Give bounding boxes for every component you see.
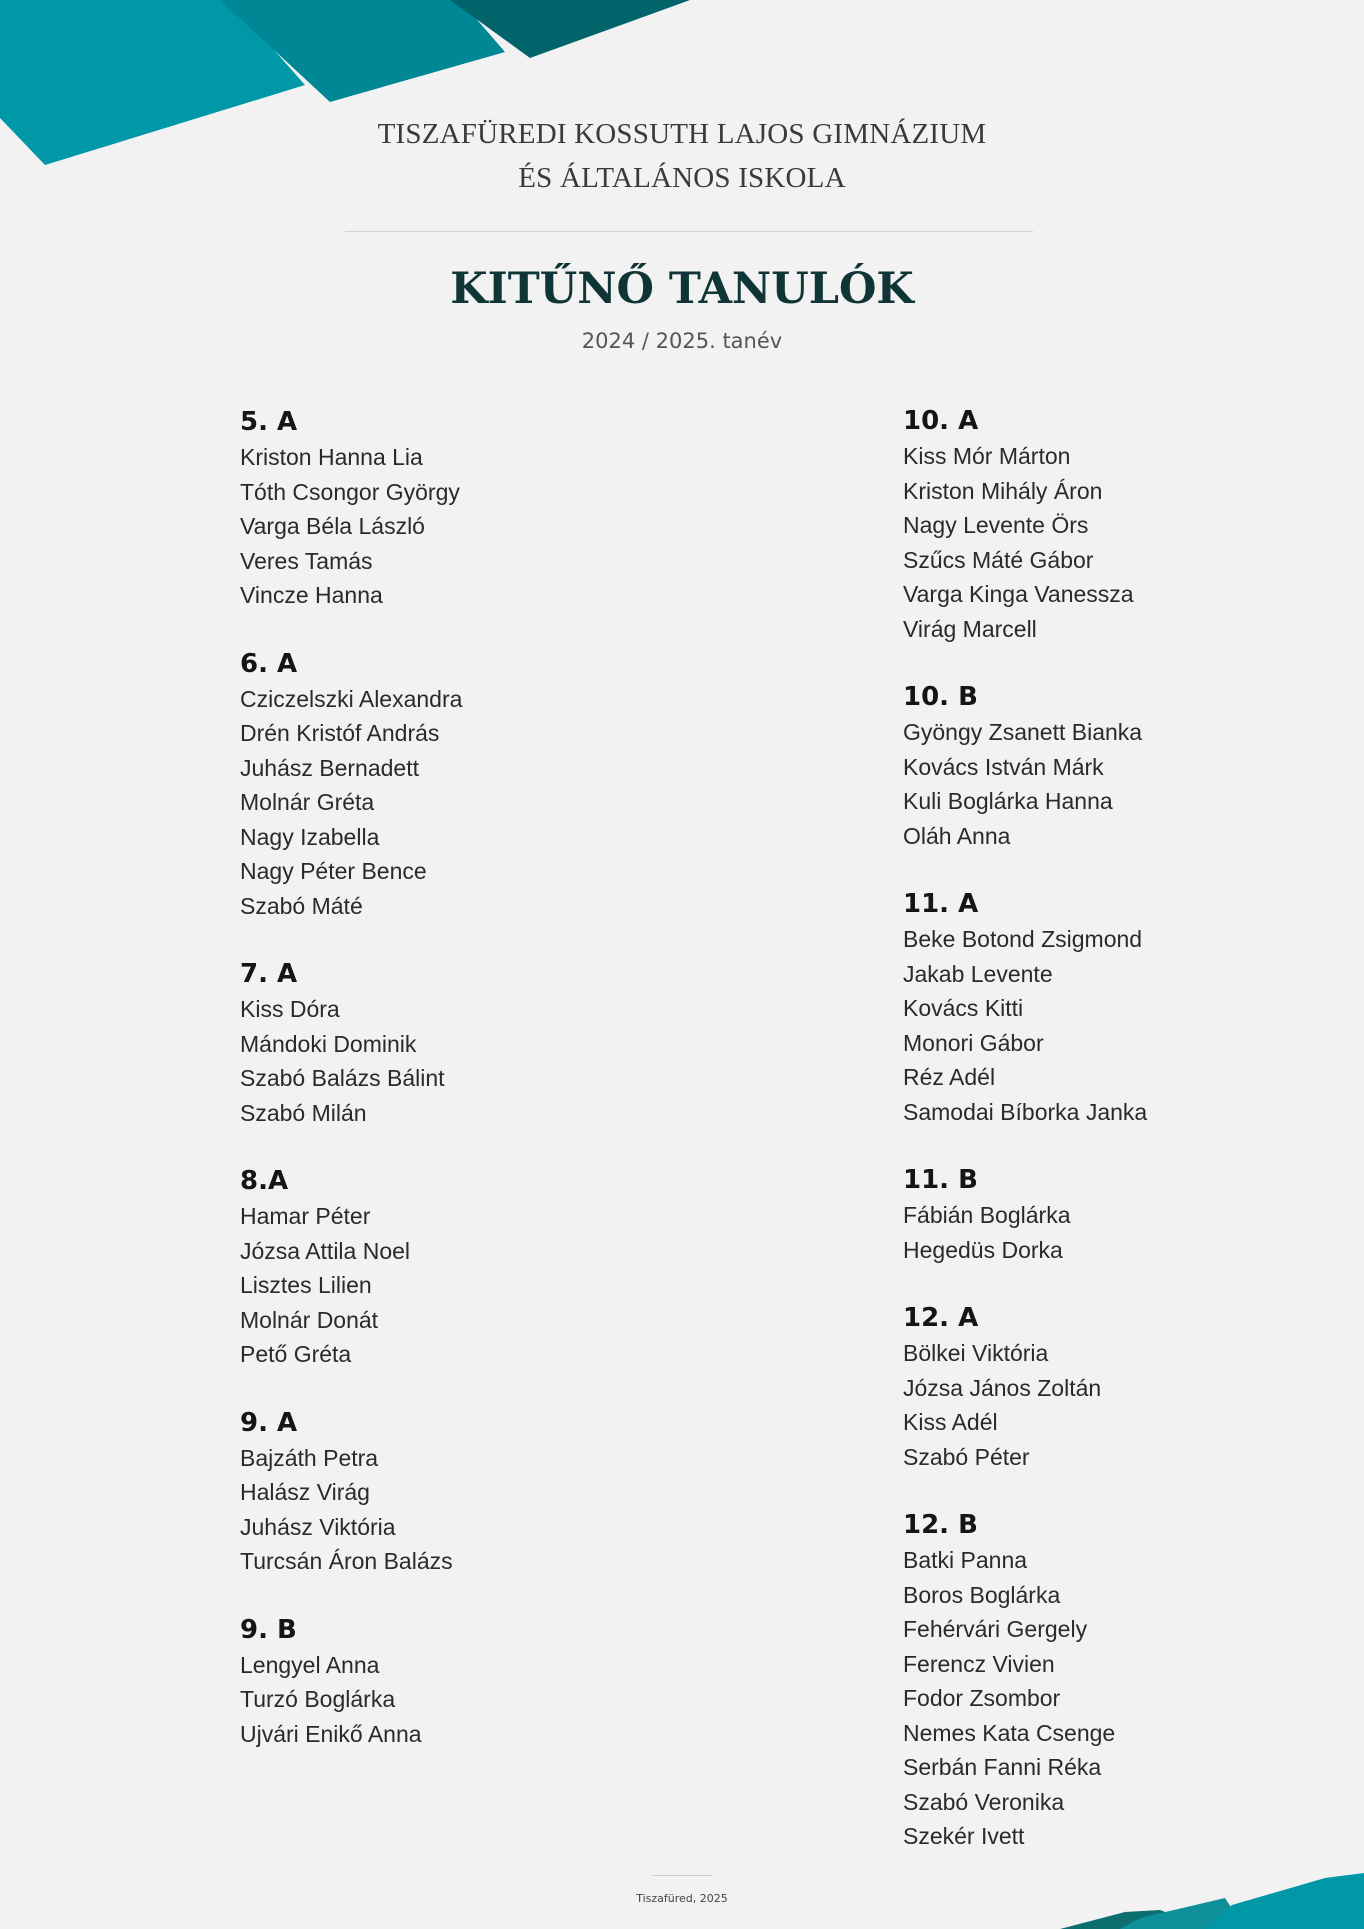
student-name: Jakab Levente: [903, 960, 1053, 987]
student-name: Hegedüs Dorka: [903, 1236, 1063, 1263]
class-title: 12. B: [903, 1510, 978, 1540]
student-name: Turcsán Áron Balázs: [240, 1548, 453, 1574]
class-title: 11. B: [903, 1165, 978, 1195]
student-name: Pető Gréta: [240, 1341, 352, 1367]
class-title: 12. A: [903, 1303, 979, 1333]
student-name: Kuli Boglárka Hanna: [903, 788, 1113, 814]
student-name: Józsa János Zoltán: [903, 1374, 1102, 1401]
student-name: Molnár Gréta: [240, 789, 375, 815]
class-block: [903, 886, 1363, 1129]
student-name: Kiss Dóra: [240, 996, 340, 1022]
class-block: [903, 1507, 1363, 1854]
class-block: [240, 646, 700, 924]
class-title: 6. A: [240, 648, 298, 679]
student-name: Kiss Mór Márton: [903, 443, 1071, 469]
school-name-line1: TISZAFÜREDI KOSSUTH LAJOS GIMNÁZIUM: [377, 118, 987, 150]
class-title: 10. A: [903, 406, 979, 436]
banner-shape-mid: [220, 0, 505, 102]
student-name: Kiss Adél: [903, 1409, 998, 1435]
student-name: Juhász Bernadett: [240, 754, 420, 781]
class-title: 11. A: [903, 889, 979, 919]
bottom-banner-shape-dark: [1060, 1910, 1210, 1929]
student-name: Halász Virág: [240, 1479, 370, 1505]
student-name: Bölkei Viktória: [903, 1340, 1049, 1366]
student-name: Oláh Anna: [903, 822, 1011, 849]
student-name: Bajzáth Petra: [240, 1444, 379, 1471]
class-title: 8.A: [240, 1166, 289, 1196]
student-name: Mándoki Dominik: [240, 1030, 417, 1057]
student-name: Szabó Péter: [903, 1443, 1030, 1470]
student-name: Virág Marcell: [903, 615, 1037, 642]
class-block: [240, 1163, 700, 1372]
class-block: [903, 1162, 1363, 1267]
class-block: [240, 1612, 700, 1752]
student-name: Lisztes Lilien: [240, 1272, 372, 1298]
student-name: Ujvári Enikő Anna: [240, 1720, 422, 1747]
student-name: Varga Béla László: [240, 513, 425, 539]
student-name: Fehérvári Gergely: [903, 1616, 1088, 1642]
class-block: [903, 679, 1363, 853]
class-title: 7. A: [240, 959, 298, 989]
student-name: Szabó Balázs Bálint: [240, 1065, 445, 1091]
student-name: Réz Adél: [903, 1064, 996, 1090]
student-name: Drén Kristóf András: [240, 720, 440, 746]
class-block: [240, 1405, 700, 1579]
student-name: Batki Panna: [903, 1547, 1028, 1573]
banner-shape-dark: [450, 0, 690, 58]
student-name: Ferencz Vivien: [903, 1650, 1055, 1677]
left-column: [240, 404, 700, 1784]
class-title: 10. B: [903, 682, 978, 712]
student-name: Boros Boglárka: [903, 1581, 1061, 1608]
class-title: 9. A: [240, 1407, 298, 1438]
student-name: Szabó Milán: [240, 1099, 367, 1126]
student-name: Józsa Attila Noel: [240, 1237, 411, 1264]
class-block: [240, 404, 700, 613]
student-name: Kovács István Márk: [903, 753, 1104, 780]
student-name: Juhász Viktória: [240, 1513, 396, 1540]
student-name: Szekér Ivett: [903, 1823, 1025, 1849]
student-name: Monori Gábor: [903, 1029, 1044, 1056]
student-name: Nemes Kata Csenge: [903, 1719, 1116, 1746]
class-block: [903, 1300, 1363, 1474]
page-title: KITŰNŐ TANULÓK: [450, 264, 914, 314]
student-name: Nagy Péter Bence: [240, 858, 427, 884]
student-name: Veres Tamás: [240, 547, 373, 574]
student-name: Beke Botond Zsigmond: [903, 926, 1143, 952]
right-column: [903, 403, 1363, 1887]
student-name: Szűcs Máté Gábor: [903, 546, 1094, 573]
student-name: Vincze Hanna: [240, 582, 383, 608]
student-name: Nagy Izabella: [240, 823, 380, 850]
footer-text: Tiszafüred, 2025: [636, 1892, 728, 1905]
student-name: Fábián Boglárka: [903, 1202, 1071, 1228]
student-name: Szabó Máté: [240, 892, 363, 919]
student-name: Fodor Zsombor: [903, 1685, 1061, 1711]
student-name: Samodai Bíborka Janka: [903, 1098, 1148, 1125]
student-name: Tóth Csongor György: [240, 478, 460, 505]
student-name: Nagy Levente Örs: [903, 512, 1089, 538]
student-name: Turzó Boglárka: [240, 1686, 396, 1712]
student-name: Molnár Donát: [240, 1306, 379, 1333]
student-name: Serbán Fanni Réka: [903, 1754, 1102, 1780]
student-name: Kriston Mihály Áron: [903, 477, 1103, 504]
student-name: Kriston Hanna Lia: [240, 444, 423, 470]
class-block: [903, 403, 1363, 646]
student-name: Lengyel Anna: [240, 1651, 380, 1678]
student-name: Gyöngy Zsanett Bianka: [903, 719, 1143, 745]
class-block: [240, 956, 700, 1130]
class-title: 5. A: [240, 407, 298, 437]
class-title: 9. B: [240, 1614, 297, 1645]
student-name: Szabó Veronika: [903, 1788, 1065, 1815]
header-divider: [345, 231, 1033, 232]
school-year: 2024 / 2025. tanév: [581, 329, 783, 353]
student-name: Kovács Kitti: [903, 995, 1024, 1021]
student-name: Hamar Péter: [240, 1203, 371, 1229]
school-name-line2: ÉS ÁLTALÁNOS ISKOLA: [518, 162, 846, 194]
footer-divider: [652, 1875, 712, 1876]
student-name: Cziczelszki Alexandra: [240, 685, 463, 712]
student-name: Varga Kinga Vanessza: [903, 581, 1134, 607]
